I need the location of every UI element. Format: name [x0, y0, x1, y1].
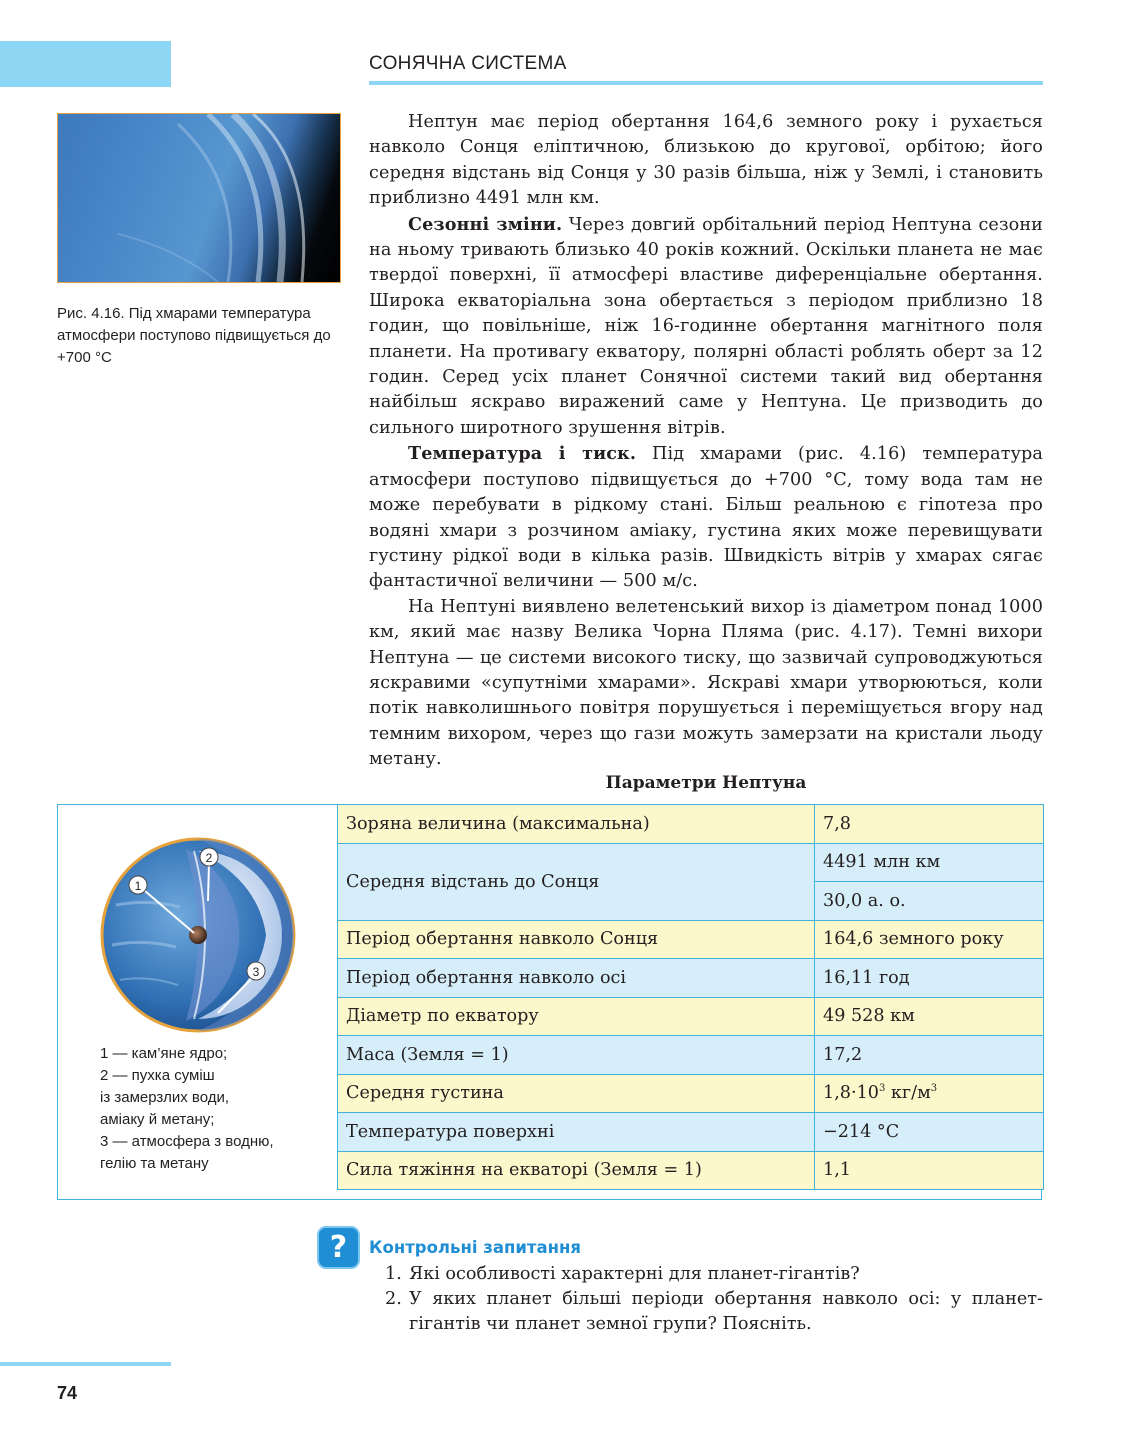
neptune-structure-diagram — [98, 835, 298, 1035]
param-name: Діаметр по екватору — [338, 997, 815, 1036]
param-value: 30,0 а. о. — [815, 882, 1044, 921]
param-name: Середня густина — [338, 1074, 815, 1113]
density-exponent: 3 — [878, 1083, 886, 1095]
svg-text:3: 3 — [252, 965, 260, 979]
figure-caption: Рис. 4.16. Під хмарами температура атмосфери поступово підвищується до +700 °С — [57, 305, 331, 366]
list-item — [385, 1262, 1043, 1287]
marker-2 — [200, 848, 218, 866]
table-row — [338, 805, 1044, 844]
questions-list — [385, 1262, 1043, 1337]
marker-3 — [247, 962, 265, 980]
param-value: 164,6 земного року — [815, 920, 1044, 959]
question-text: У яких планет більші періоди обертання навколо осі: у планет-гігантів чи планет земної групи? Поясніть. — [409, 1289, 1043, 1334]
density-unit-exponent: 3 — [930, 1083, 938, 1095]
diagram-legend — [100, 1043, 330, 1175]
param-name: Температура поверхні — [338, 1113, 815, 1152]
param-name: Середня відстань до Сонця — [338, 843, 815, 920]
table-row — [338, 843, 1044, 882]
questions-title: Контрольні запитання — [369, 1238, 582, 1257]
question-text: Які особливості характерні для планет-гігантів? — [409, 1264, 860, 1284]
table-title: Параметри Нептуна — [605, 773, 807, 793]
legend-line: із замерзлих води, — [100, 1089, 230, 1106]
param-name: Маса (Земля = 1) — [338, 1036, 815, 1075]
param-name: Сила тяжіння на екваторі (Земля = 1) — [338, 1151, 815, 1190]
param-value: 49 528 км — [815, 997, 1044, 1036]
marker-1 — [129, 876, 147, 894]
page-number: 74 — [57, 1383, 78, 1403]
param-value: 17,2 — [815, 1036, 1044, 1075]
param-name: Період обертання навколо осі — [338, 959, 815, 998]
table-row — [338, 959, 1044, 998]
legend-line: 3 — атмосфера з водню, — [100, 1133, 274, 1150]
header-tab-decoration — [0, 41, 171, 87]
svg-text:1: 1 — [134, 879, 142, 893]
density-unit: кг/м — [885, 1083, 931, 1104]
param-value: 4491 млн км — [815, 843, 1044, 882]
table-row — [338, 1074, 1044, 1113]
list-item — [385, 1287, 1043, 1337]
legend-line: 1 — кам’яне ядро; — [100, 1045, 228, 1062]
seasons-text: Через довгий орбітальний період Нептуна сезони на ньому тривають близько 40 років кожний. Оскільки планета не має твердої поверхні, її атмосфері властиве диференціальне обертання. Широка екваторіальна зона обертається з періодом приблизно 18 годин, що повільніше, ніж 16-годинне обертання магнітного поля планети. На противагу екватору, полярні області роблять оберт за 12 годин. Серед усіх планет Сонячної системи такий вид обертання найбільш яскраво виражений саме у Нептуна. Це призводить до сильного широтного зрушення вітрів. — [369, 214, 1043, 438]
paragraph-seasons — [369, 212, 1043, 442]
legend-line: гелію та метану — [100, 1155, 209, 1172]
temperature-heading: Температура і тиск. — [408, 443, 637, 465]
param-name: Зоряна величина (максимальна) — [338, 805, 815, 844]
param-value — [815, 1074, 1044, 1113]
section-title: СОНЯЧНА СИСТЕМА — [369, 53, 567, 74]
question-number: 2. — [385, 1289, 402, 1309]
legend-line: 2 — пухка суміш — [100, 1067, 215, 1084]
table-row — [338, 1113, 1044, 1152]
legend-line: аміаку й метану; — [100, 1111, 215, 1128]
body-text — [369, 110, 1043, 773]
table-row — [338, 1036, 1044, 1075]
density-base: 1,8·10 — [823, 1083, 879, 1104]
temperature-text: Під хмарами (рис. 4.16) температура атмосфери поступово підвищується до +700 °С, тому вода там не може перебувати в рідкому стані. Більш реальною є гіпотеза про водяні хмари з розчином аміаку, густина яких може перевищувати густину рідкої води в кілька разів. Швидкість вітрів у хмарах сягає фантастичної величини — 500 м/с. — [369, 444, 1043, 592]
table-row — [338, 920, 1044, 959]
paragraph-orbit: Нептун має період обертання 164,6 земного року і рухається навколо Сонця еліптичною, близькою до кругової, орбітою; його середня відстань від Сонця у 30 разів більша, ніж у Землі, і становить приблизно 4491 млн км. — [369, 112, 1043, 209]
footer-divider — [0, 1362, 171, 1366]
param-value: 7,8 — [815, 805, 1044, 844]
param-name: Період обертання навколо Сонця — [338, 920, 815, 959]
parameters-panel — [57, 804, 1042, 1200]
param-value: −214 °С — [815, 1113, 1044, 1152]
header-divider — [369, 81, 1043, 85]
svg-text:2: 2 — [205, 851, 213, 865]
question-number: 1. — [385, 1264, 402, 1284]
seasons-heading: Сезонні зміни. — [408, 213, 563, 235]
paragraph-dark-spot: На Нептуні виявлено велетенський вихор із діаметром понад 1000 км, який має назву Велика Чорна Пляма (рис. 4.17). Темні вихори Нептуна — це системи високого тиску, що зазвичай супроводжуються яскравими «супутніми хмарами». Яскраві хмари утворюються, коли потік навколишнього повітря порушується і переміщується вгору над темним вихором, через що гази можуть замерзати на кристали льоду метану. — [369, 596, 1043, 770]
question-icon: ? — [317, 1226, 360, 1269]
parameters-table — [337, 804, 1044, 1190]
param-value: 1,1 — [815, 1151, 1044, 1190]
paragraph-temperature — [369, 441, 1043, 594]
neptune-clouds-photo — [57, 113, 341, 283]
table-row — [338, 1151, 1044, 1190]
param-value: 16,11 год — [815, 959, 1044, 998]
table-row — [338, 997, 1044, 1036]
